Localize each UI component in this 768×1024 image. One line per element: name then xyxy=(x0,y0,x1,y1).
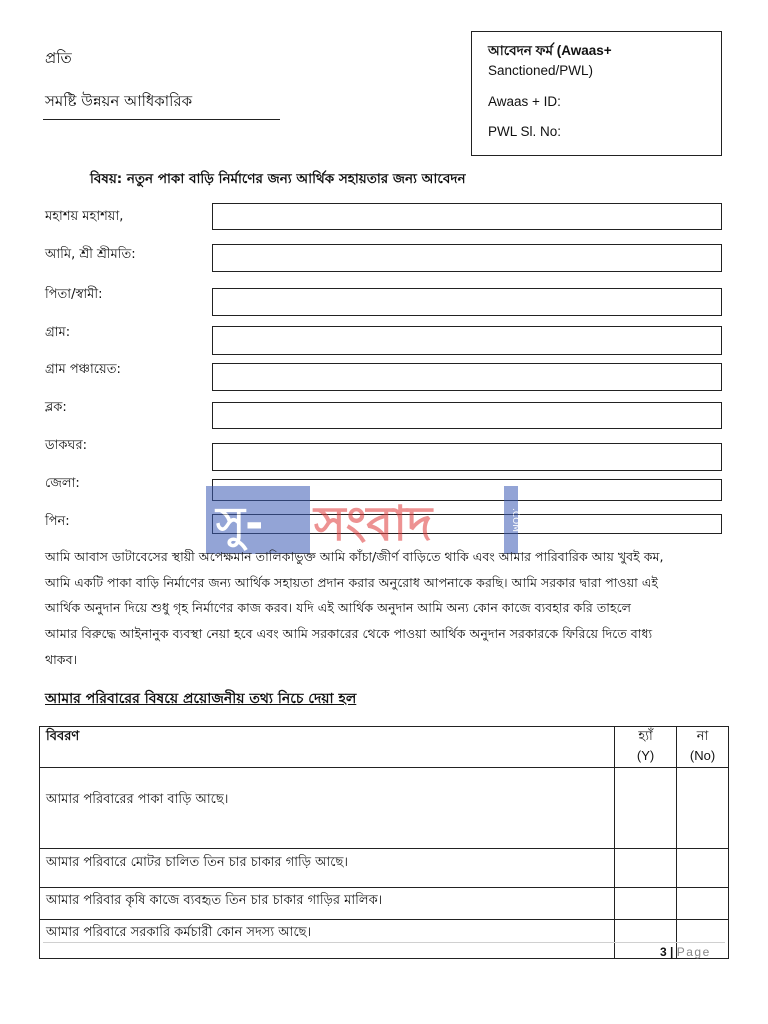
row-no-cell[interactable] xyxy=(677,768,729,849)
field-input-block[interactable] xyxy=(212,402,722,429)
watermark-text-right: সংবাদ xyxy=(314,496,433,552)
declaration-line: আমি আবাস ডাটাবেসের স্থায়ী অপেক্ষমান তালিকাভুক্ত আমি কাঁচা/জীর্ণ বাড়িতে থাকি এবং আমার পারিবারিক আয় খুবই কম, xyxy=(45,549,664,564)
header-yes-en: (Y) xyxy=(636,748,655,763)
declaration-line: আমি একটি পাকা বাড়ি নির্মাণের জন্য আর্থিক সহায়তা প্রদান করার অনুরোধ আপনাকে করছি। আমি সরকার দ্বারা পাওয়া এই xyxy=(45,574,658,590)
awaas-id-label: Awaas + ID: xyxy=(488,94,561,109)
officer-underline xyxy=(43,119,280,120)
table-row xyxy=(40,920,729,959)
field-input-post-office[interactable] xyxy=(212,443,722,471)
form-info-box xyxy=(471,31,722,156)
header-yes xyxy=(615,727,677,768)
section-title: আমার পরিবারের বিষয়ে প্রয়োজনীয় তথ্য নিচে দেয়া হল xyxy=(45,691,357,707)
form-type-label-cont: Sanctioned/PWL) xyxy=(488,63,594,78)
header-yes-bn: হ্যাঁ xyxy=(638,728,653,743)
field-input-salutation[interactable] xyxy=(212,203,722,230)
header-description-text: বিবরণ xyxy=(46,729,80,744)
declaration-paragraph xyxy=(45,544,725,673)
row-yes-cell[interactable] xyxy=(615,768,677,849)
family-info-table xyxy=(39,726,729,959)
field-label-name: আমি, শ্রী শ্রীমতি: xyxy=(45,247,136,262)
officer-title: সমষ্টি উন্নয়ন আধিকারিক xyxy=(45,92,193,110)
declaration-line: আমার বিরুদ্ধে আইনানুক ব্যবস্থা নেয়া হবে এবং আমি সরকারের থেকে পাওয়া আর্থিক অনুদান সরকারকে ফিরিয়ে দিতে বাধ্য xyxy=(45,626,653,642)
field-input-gram-panchayat[interactable] xyxy=(212,363,722,391)
field-label-village: গ্রাম: xyxy=(45,325,71,340)
table-row xyxy=(40,888,729,920)
watermark-text-left: সু- xyxy=(216,498,264,549)
page-separator: | xyxy=(670,945,674,959)
field-input-village[interactable] xyxy=(212,326,722,355)
pwl-serial-label: PWL Sl. No: xyxy=(488,124,562,139)
table-header-row xyxy=(40,727,729,768)
page-number: 3 xyxy=(660,945,667,959)
row-description: আমার পরিবারের পাকা বাড়ি আছে। xyxy=(40,768,615,849)
page-word: Page xyxy=(676,945,711,959)
row-no-cell[interactable] xyxy=(677,888,729,920)
header-description xyxy=(40,727,615,768)
row-description: আমার পরিবারে সরকারি কর্মচারী কোন সদস্য আছে। xyxy=(40,920,615,959)
field-input-father-husband[interactable] xyxy=(212,288,722,316)
row-yes-cell[interactable] xyxy=(615,888,677,920)
row-description: আমার পরিবার কৃষি কাজে ব্যবহৃত তিন চার চাকার গাড়ির মালিক। xyxy=(40,888,615,920)
field-label-gram-panchayat: গ্রাম পঞ্চায়েত: xyxy=(45,362,121,377)
field-label-salutation: মহাশয় মহাশয়া, xyxy=(45,209,124,224)
salutation: প্রতি xyxy=(45,49,72,67)
watermark-domain: .COM xyxy=(510,508,520,532)
field-input-name[interactable] xyxy=(212,244,722,272)
table-row xyxy=(40,768,729,849)
footer-divider xyxy=(43,942,725,943)
header-no-en: (No) xyxy=(689,748,716,763)
field-label-pin: পিন: xyxy=(45,514,70,529)
row-description: আমার পরিবারে মোটর চালিত তিন চার চাকার গাড়ি আছে। xyxy=(40,849,615,888)
header-no-bn: না xyxy=(696,728,709,743)
form-type-label: আবেদন ফর্ম (Awaas+ xyxy=(488,43,612,58)
table-row xyxy=(40,849,729,888)
field-label-post-office: ডাকঘর: xyxy=(45,438,87,453)
header-no xyxy=(677,727,729,768)
row-yes-cell[interactable] xyxy=(615,849,677,888)
field-label-father-husband: পিতা/স্বামী: xyxy=(45,287,103,302)
page-footer xyxy=(660,945,711,959)
declaration-line: থাকব। xyxy=(45,651,78,667)
subject-line: বিষয়: নতুন পাকা বাড়ি নির্মাণের জন্য আর্থিক সহায়তার জন্য আবেদন xyxy=(90,171,466,187)
field-label-block: ব্লক: xyxy=(45,400,67,415)
declaration-line: আর্থিক অনুদান দিয়ে শুধু গৃহ নির্মাণের কাজ করব। যদি এই আর্থিক অনুদান আমি অন্য কোন কাজে ব্যবহার করি তাহলে xyxy=(45,600,632,616)
field-label-district: জেলা: xyxy=(45,476,80,491)
row-no-cell[interactable] xyxy=(677,849,729,888)
